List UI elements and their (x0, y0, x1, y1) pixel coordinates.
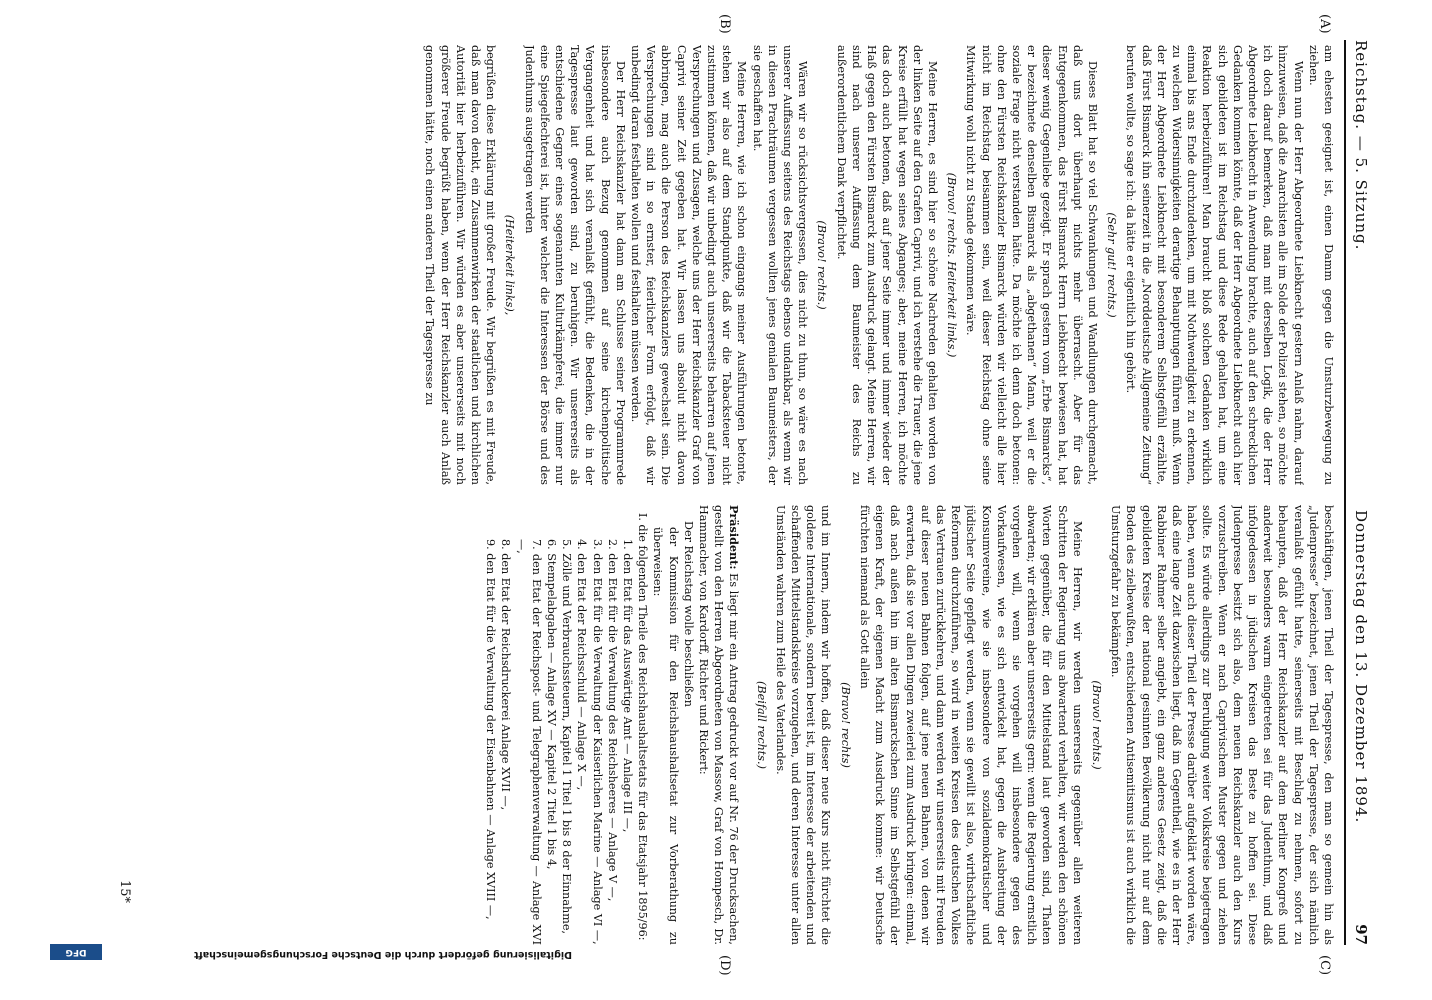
speaker-label: Präsident: (727, 505, 742, 570)
page-number: 97 (1352, 924, 1370, 945)
motion-item: 3. den Etat für die Verwaltung der Kaiserlichen Marine — Anlage VI —, (590, 539, 604, 945)
dfg-logo: DFG (50, 944, 102, 960)
motion-item: 4. den Etat der Reichsschuld — Anlage X —, (575, 539, 589, 791)
paragraph: begrüßen diese Erklärung mit großer Freude. Wir begrüßen es mit Freude, daß man davon denkt, ein Zusammenwirken der staatlichen und kirchlichen Autorität hier herbeizuführen. Wir würden es aber unsererseits mit noch größerer Freude begrüßt haben, wenn der Herr Reichskanzler auch Anlaß genommen hätte, noch einen anderen Theil der Tagespresse zu (423, 45, 498, 485)
stage-direction: (Bravo! rechts.) (1089, 680, 1103, 770)
motion-item: 6. Stempelabgaben — Anlage XV — Kapitel 2 Titel 1 bis 4, (545, 539, 559, 870)
signature-mark: 15* (117, 880, 132, 904)
paragraph: am ehesten geeignet ist, einen Damm gegen die Umsturzbewegung zu ziehen. (1306, 45, 1335, 485)
left-column (56, 45, 1336, 485)
motion-items-list (483, 505, 635, 945)
stage-direction: (Bravo! rechts. Heiterkeit links.) (945, 172, 959, 358)
header-session: Reichstag. — 5. Sitzung. (1352, 40, 1370, 251)
margin-mark-d: (D) (717, 955, 732, 976)
paragraph: beschäftigen, jenen Theil der Tagespresse, den man so gemein hin als „Judenpresse“ bezeichnet, jenen Theil der Tagespresse, der sich nämlich veranlaßt gefühlt hatte, seinerseits mit Beschlag zu nehmen, sofort zu behaupten, daß der Herr Reichskanzler auf dem Berliner Kongreß und anderweit besonders warm eingetreten sei für das Judenthum, und daß infolgedessen in jüdischen Kreisen das Beste zu hoffen sei. Diese Judenpresse besitzt sich also, dem neuen Reichskanzler auch den Kurs vorzuschreiben. Wenn er nach Caprivischem Muster gegen und ziehen sollte. Es würde allerdings zur Beruhigung weiter Volkskreise beigetragen haben, wenn auch dieser Theil der Presse darüber aufgeklärt worden wäre, daß eine lange Zeit dazwischen liegt, daß im Gegentheil, wie es in der Herr Rabbiner Rahmer selber angiebt, ein ganz anderes Gesetz zeigt, daß die gebildeten Kreise der national gesinnten Bevölkerung nicht nur auf dem Boden des zielbewußten, entschiedenen Antisemitismus ist auch wirklich die Umsturzgefahr zu bekämpfen. (1109, 505, 1335, 945)
paragraph: Meine Herren, wir werden unsererseits gegenüber allen weiteren Schritten der Regierung uns abwartend verhalten, wir werden den schönen Worten gegenüber, die für den Mittelstand laut geworden sind, Thaten abwarten; wir erklären aber unsererseits gern: wenn die Regierung ernstlich vorgehen will, wenn sie vorgehen will insbesondere gegen des Vorkaufwesen, wie es sich entwickelt hat, gegen die Ausbreitung der Konsumvereine, wie sie insbesondere von sozialdemokratischer und jüdischer Seite gepflegt werden, wenn sie gewillt ist also, wirthschaftliche Reformen durchzuführen, so wird in weiten Kreisen des deutschen Volkes das Vertrauen zurückkehren, und dann werden wir unsererseits mit Freuden auf dieser neuen Bahnen folgen, auf jene neuen Bahnen, von denen wir erwarten, daß sie vor allen Dingen zweierlei zum Ausdruck bringen: einmal, daß nach außen hin im alten Bismarckschen Sinne im Selbstgefühl der eigenen Kraft, der eigenen Macht zum Ausdruck komme: wir Deutsche fürchten niemand als Gott allein (857, 505, 1084, 945)
motion-section: I. die folgenden Theile des Reichshaushaltsetats für das Etatsjahr 1895/96: (636, 513, 650, 941)
paragraph: Dieses Blatt hat so viel Schwankungen und Wandlungen durchgemacht, daß uns dort überhaupt nichts mehr überrascht. Aber für das Entgegenkommen, das Fürst Bismarck Herrn Liebknecht bewiesen hat, hat dieser wenig Gegenliebe gezeigt. Er sprach gestern vom „Erbe Bismarcks“, er bezeichnete denselben Bismarck als „abgethanen“ Mann, weil er die soziale Frage nicht verstanden hätte. Da möchte ich denn doch betonen: ohne den Fürsten Reichskanzler Bismarck würden wir vielleicht alle hier nicht im Reichstag beisammen sein, weil dieser Reichstag ohne seine Mitwirkung wohl nicht zu Stande gekommen wäre. (964, 45, 1099, 485)
paragraph: Wenn nun der Herr Abgeordnete Liebknecht gestern Anlaß nahm, darauf hinzuweisen, daß die Anarchisten alle im Solde der Polizei stehen, so möchte ich doch darauf bemerken, daß man mit derselben Logik, die der Herr Abgeordnete Liebknecht in Anwendung brachte, auch auf den schrecklichen Gedanken kommen könnte, daß der Herr Abgeordnete Liebknecht auch hier sich gebildeten ist im Reichstag und diese Rede gehalten hat, um eine Reaktion herbeizuführen! Man braucht bloß solchen Gedanken wirklich einmal bis ans Ende durchzudenken, um mit Nothwendigkeit zu erkennen, zu welchen Widersinnigkeiten derartige Behauptungen führen muß. Wenn der Herr Abgeordnete Liebknecht mit besonderem Selbstgefühl erzählte, daß Fürst Bismarck ihn seinerzeit in die „Norddeutsche Allgemeine Zeitung“ berufen wollte, so sage ich: da hätte er eigentlich hin gehört. (1124, 45, 1305, 485)
motion-item: 7. den Etat der Reichspost- und Telegraphenverwaltung — Anlage XVI —, (514, 539, 543, 945)
paragraph: und im Innern, indem wir hoffen, daß dieser neue Kurs nicht fürchtet die goldene Internationale, sondern bereit ist, im Interesse der arbeitenden und schaffenden Mittelstandskreise vorzugehen, und deren Interesse unter allen Umständen wahren zum Heile des Vaterlandes. (773, 505, 833, 945)
paragraph: Der Reichstag wolle beschließen (681, 521, 695, 707)
stage-direction: (Beifall rechts.) (754, 681, 768, 769)
stage-direction: (Sehr gut! rechts.) (1105, 212, 1119, 318)
margin-mark-c: (C) (1317, 955, 1332, 976)
motion-item: 9. den Etat für die Verwaltung der Eisenbahnen — Anlage XVIII —, (484, 539, 498, 920)
margin-mark-a: (A) (1317, 14, 1332, 34)
header-date: Donnerstag den 13. Dezember 1894. (1352, 510, 1370, 824)
paragraph: Wären wir so rücksichtsvergessen, dies nicht zu thun, so wäre es nach unserer Auffassung seitens des Reichstags ebenso undankbar, als wenn wir in diesen Prachträumen vergessen wollten jenes genialen Baumeisters, der sie geschaffen hat. (750, 45, 810, 485)
stage-direction: (Bravo! rechts.) (815, 220, 829, 310)
paragraph: Der Herr Reichskanzler hat dann am Schlusse seiner Programmrede insbesondere auch Bezug genommen auf seine kirchenpolitische Vergangenheit und hat sich veranlaßt gefühlt, die Bedenken, die in der Tagespresse laut geworden sind, zu beruhigen. Wir unsererseits als entschiedene Gegner eines sogenannten Kulturkämpferei, die immer nur eine Spiegelfechterei ist, hinter welcher die Interessen der Börse und des Judenthums ausgetragen werden (522, 45, 627, 485)
paragraph: Meine Herren, es sind hier so schöne Nachreden gehalten worden von der linken Seite auf den Grafen Caprivi, und ich verstehe die Trauer, die jene Kreise erfüllt hat wegen seines Abganges; aber, meine Herren, ich möchte das doch auch betonen, daß auf jener Seite immer und immer wieder der Haß gegen den Fürsten Bismarck zum Ausdruck gelangt. Meine Herren, wir sind nach unserer Auffassung dem Baumeister des Reichs zu außerordentlichem Dank verpflichtet. (834, 45, 939, 485)
right-column (56, 505, 1336, 945)
header-rule (1344, 40, 1346, 945)
motion-item: 1. den Etat für das Auswärtige Amt — Anlage III —, (621, 539, 635, 833)
stage-direction: (Heiterkeit links), (503, 214, 517, 316)
president-paragraph (696, 505, 742, 945)
paragraph-text: Es liegt mir ein Antrag gedruckt vor auf Nr. 76 der Drucksachen, gestellt von den Herren Abgeordneten von Massow, Graf von Hompesch, Dr. Hammacher, von Kardorff, Richter und Rickert: (697, 505, 741, 945)
running-header (1348, 40, 1374, 945)
motion-item: 2. den Etat für die Verwaltung des Reichsheeres — Anlage V —, (605, 539, 619, 902)
paragraph: Meine Herren, wie ich schon eingangs meiner Ausführungen betonte, stehen wir also auf dem Standpunkte, daß wir die Tabacksteuer nicht zustimmen können, daß wir unbedingt auch unsererseits beharren auf jenen Versprechungen und Zusagen, welche uns der Herr Reichskanzler Graf von Caprivi seiner Zeit gegeben hat. Wir lassen uns absolut nicht davon abbringen, mag auch die Person des Reichskanzlers gewechselt sein. Die Versprechungen sind in so ernster, feierlicher Form erfolgt, daß wir unbedingt daran festhalten wollen und festhalten müssen werden. (629, 45, 749, 485)
paragraph: der Kommission für den Reichshaushaltsetat zur Vorberathung zu überweisen: (651, 527, 680, 945)
digitization-note: Digitalisierung gefördert durch die Deutsche Forschungsgemeinschaft (194, 949, 572, 960)
stage-direction: (Bravo! rechts) (838, 682, 852, 768)
motion-item: 5. Zölle und Verbrauchssteuern, Kapitel 1 Titel 1 bis 8 der Einnahme, (560, 539, 574, 935)
margin-mark-b: (B) (717, 14, 732, 34)
motion-item: 8. den Etat der Reichsdruckerei Anlage XVII —, (499, 539, 513, 811)
